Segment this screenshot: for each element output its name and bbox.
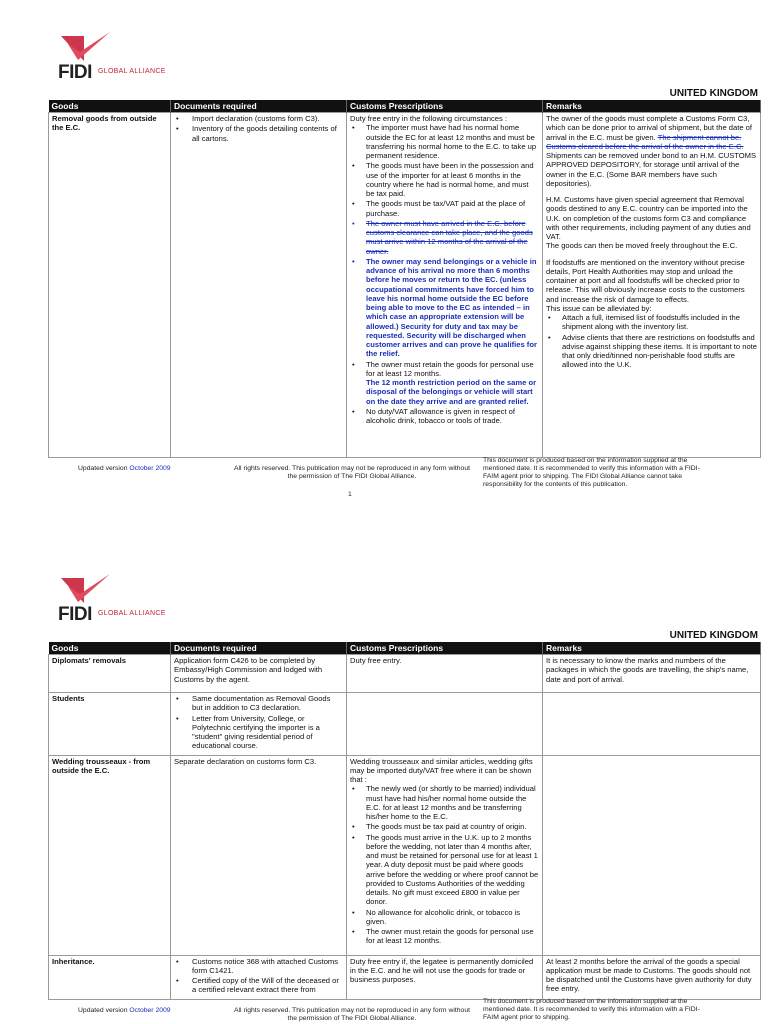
customs-cell bbox=[347, 113, 543, 458]
updated-label: Updated version bbox=[78, 1007, 128, 1014]
remarks-cell bbox=[543, 693, 761, 756]
country-title: UNITED KINGDOM bbox=[669, 88, 758, 99]
header-documents: Documents required bbox=[171, 642, 347, 655]
list-item: • Attach a full, itemised list of foodstuffs included in the shipment along with the inventory list. bbox=[546, 313, 757, 332]
list-item: • The importer must have had his normal home outside the EC for at least 12 months and must be transferring his normal home to the E.C. to take up permanent residence. bbox=[350, 123, 539, 160]
header-goods: Goods bbox=[49, 100, 171, 113]
header-remarks: Remarks bbox=[543, 100, 761, 113]
header-documents: Documents required bbox=[171, 100, 347, 113]
customs-cell bbox=[347, 693, 543, 756]
logo-tagline: GLOBAL ALLIANCE bbox=[98, 610, 166, 617]
customs-table bbox=[48, 100, 761, 458]
documents-cell: Separate declaration on customs form C3. bbox=[171, 755, 347, 955]
footer-rights: All rights reserved. This publication may not be reproduced in any form without the permission of The FIDI Global Alliance. bbox=[234, 1007, 470, 1023]
document-page-2 bbox=[0, 540, 768, 1024]
remarks-cell: It is necessary to know the marks and numbers of the packages in which the goods are travelling, the ship's name, date and port of arrival. bbox=[543, 655, 761, 693]
logo-wordmark: FIDI bbox=[58, 62, 92, 83]
list-item: • Letter from University, College, or Polytechnic certifying the importer is a "student" giving residential period of educational course. bbox=[174, 714, 343, 751]
restriction-amendment: The 12 month restriction period on the same or disposal of the belongings or vehicle will start on the date they arrive and are granted relief. bbox=[366, 378, 537, 406]
list-item bbox=[350, 360, 539, 406]
remarks-paragraph: This issue can be alleviated by: bbox=[546, 303, 652, 313]
remarks-cell: At least 2 months before the arrival of the goods a special application must be made to Customs. The goods should not be dispatched until the Customs have given authority for duty free entry. bbox=[543, 955, 761, 999]
remarks-text: The owner of the goods must complete a Customs Form C3, which can be done prior to arrival of shipment, but the date of arrival in the E.C. must be given. bbox=[546, 114, 752, 142]
remarks-cell bbox=[543, 113, 761, 458]
fidi-logo bbox=[58, 572, 168, 632]
documents-cell bbox=[171, 693, 347, 756]
list-item: • Inventory of the goods detailing contents of all cartons. bbox=[174, 124, 343, 143]
list-item: • Import declaration (customs form C3). bbox=[174, 114, 343, 123]
list-item: • The goods must be tax/VAT paid at the place of purchase. bbox=[350, 199, 539, 218]
customs-intro: Duty free entry in the following circumstances : bbox=[350, 114, 508, 124]
logo-tagline: GLOBAL ALLIANCE bbox=[98, 68, 166, 75]
table-row bbox=[49, 113, 761, 458]
table-header-row bbox=[49, 642, 761, 655]
customs-intro: Wedding trousseaux and similar articles, wedding gifts may be imported duty/VAT free where it can be shown that : bbox=[350, 756, 533, 785]
list-item: • The goods must arrive in the U.K. up to 2 months before the wedding, not later than 4 months after, and must be retained for personal use for at least 1 year. A duty deposit must be paid where goods arrive before the wedding or where proof cannot be provided to Customs Authorities of the wedding details. No gift must exceed £800 in value per donor. bbox=[350, 833, 539, 907]
table-row bbox=[49, 693, 761, 756]
table-row bbox=[49, 955, 761, 999]
customs-table bbox=[48, 642, 761, 1000]
documents-cell: Application form C426 to be completed by Embassy/High Commission and lodged with Customs by the agent. bbox=[171, 655, 347, 693]
list-item-struck: • The owner must have arrived in the E.C. before customs clearance can take place, and the goods must arrive within 12 months of the arrival of the owner. bbox=[350, 219, 539, 256]
remarks-text: Shipments can be removed under bond to an H.M. CUSTOMS APPROVED DEPOSITORY, for storage until arrival of the owner in the E.C. (Some BAR members have such depositories). bbox=[546, 151, 757, 188]
fidi-logo bbox=[58, 30, 168, 90]
table-row bbox=[49, 655, 761, 693]
header-customs: Customs Prescriptions bbox=[347, 100, 543, 113]
remarks-paragraph: H.M. Customs have given special agreement that Removal goods destined to any E.C. country can be imported into the U.K. on completion of the customs form C3 and compliance with other requirements, including payment of any duties and VAT. bbox=[546, 195, 751, 242]
documents-cell bbox=[171, 113, 347, 458]
country-title: UNITED KINGDOM bbox=[669, 630, 758, 641]
updated-date: October 2009 bbox=[129, 465, 171, 472]
logo-wordmark: FIDI bbox=[58, 604, 92, 625]
header-goods: Goods bbox=[49, 642, 171, 655]
updated-date: October 2009 bbox=[129, 1007, 171, 1014]
footer-updated bbox=[78, 465, 171, 473]
remarks-paragraph: The goods can then be moved freely throughout the E.C. bbox=[546, 241, 738, 251]
list-item: • Customs notice 368 with attached Customs form C1421. bbox=[174, 957, 343, 976]
remarks-cell bbox=[543, 755, 761, 955]
list-item: • No allowance for alcoholic drink, or tobacco is given. bbox=[350, 908, 539, 927]
list-item: • The goods must be tax paid at country of origin. bbox=[350, 822, 539, 831]
header-remarks: Remarks bbox=[543, 642, 761, 655]
retain-text: The owner must retain the goods for personal use for at least 12 months. bbox=[366, 359, 534, 378]
goods-cell: Removal goods from outside the E.C. bbox=[49, 113, 171, 458]
goods-cell: Students bbox=[49, 693, 171, 756]
updated-label: Updated version bbox=[78, 465, 128, 472]
footer-updated bbox=[78, 1007, 171, 1015]
list-item: • The owner must retain the goods for personal use for at least 12 months. bbox=[350, 927, 539, 946]
list-item: • Same documentation as Removal Goods but in addition to C3 declaration. bbox=[174, 694, 343, 713]
list-item: • The newly wed (or shortly to be married) individual must have had his/her normal home outside the E.C. for at least 12 months and be transferring his/her home to the E.C. bbox=[350, 784, 539, 821]
remarks-paragraph bbox=[546, 114, 757, 188]
goods-cell: Inheritance. bbox=[49, 955, 171, 999]
footer-notice: This document is produced based on the information supplied at the mentioned date. It is recommended to verify this information with a FIDI-FAIM agent prior to shipping. bbox=[483, 998, 700, 1022]
customs-cell bbox=[347, 755, 543, 955]
remarks-struck-text: The shipment cannot be. Customs cleared before the arrival of the owner in the E.C. bbox=[546, 132, 744, 151]
list-item: • The goods must have been in the possession and use of the importer for at least 6 months in the country where he had is normal home, and must be tax paid. bbox=[350, 161, 539, 198]
goods-cell: Wedding trousseaux - from outside the E.C. bbox=[49, 755, 171, 955]
customs-cell: Duty free entry if, the legatee is permanently domiciled in the E.C. and he will not use the goods for trade or business purposes. bbox=[347, 955, 543, 999]
list-item: • Certified copy of the Will of the deceased or a certified relevant extract there from bbox=[174, 976, 343, 995]
header-customs: Customs Prescriptions bbox=[347, 642, 543, 655]
table-header-row bbox=[49, 100, 761, 113]
list-item: • No duty/VAT allowance is given in respect of alcoholic drink, tobacco or tools of trade. bbox=[350, 407, 539, 426]
footer-notice: This document is produced based on the information supplied at the mentioned date. It is recommended to verify this information with a FIDI-FAIM agent prior to shipping. The FIDI Global Alliance cannot take responsibility for the contents of this publication. bbox=[483, 457, 700, 489]
remarks-paragraph: If foodstuffs are mentioned on the inventory without precise details, Port Health Authorities may stop and unload the container at port and all foodstuffs will be checked prior to release. This will obviously increase costs to the customers and increase the risk of damage to effects. bbox=[546, 257, 745, 304]
footer-rights: All rights reserved. This publication may not be reproduced in any form without the permission of The FIDI Global Alliance. bbox=[234, 465, 470, 481]
page-number: 1 bbox=[348, 491, 352, 498]
documents-cell bbox=[171, 955, 347, 999]
list-item: • Advise clients that there are restrictions on foodstuffs and advise against shipping these items. It is important to note that only dried/tinned non-perishable food stuffs are allowed into the U.K. bbox=[546, 333, 757, 370]
list-item-amendment: • The owner may send belongings or a vehicle in advance of his arrival no more than 6 months before he moves or return to the EC. (unless occupational commitments have forced him to leave his normal home outside the EC before being able to move to the EC as intended – in which case an appropriate extension will be allowed.) Security for duty and tax may be requested. Security will be discharged when customer arrives and can prove he qualifies for the relief. bbox=[350, 257, 539, 359]
customs-cell: Duty free entry. bbox=[347, 655, 543, 693]
goods-cell: Diplomats' removals bbox=[49, 655, 171, 693]
table-row bbox=[49, 755, 761, 955]
